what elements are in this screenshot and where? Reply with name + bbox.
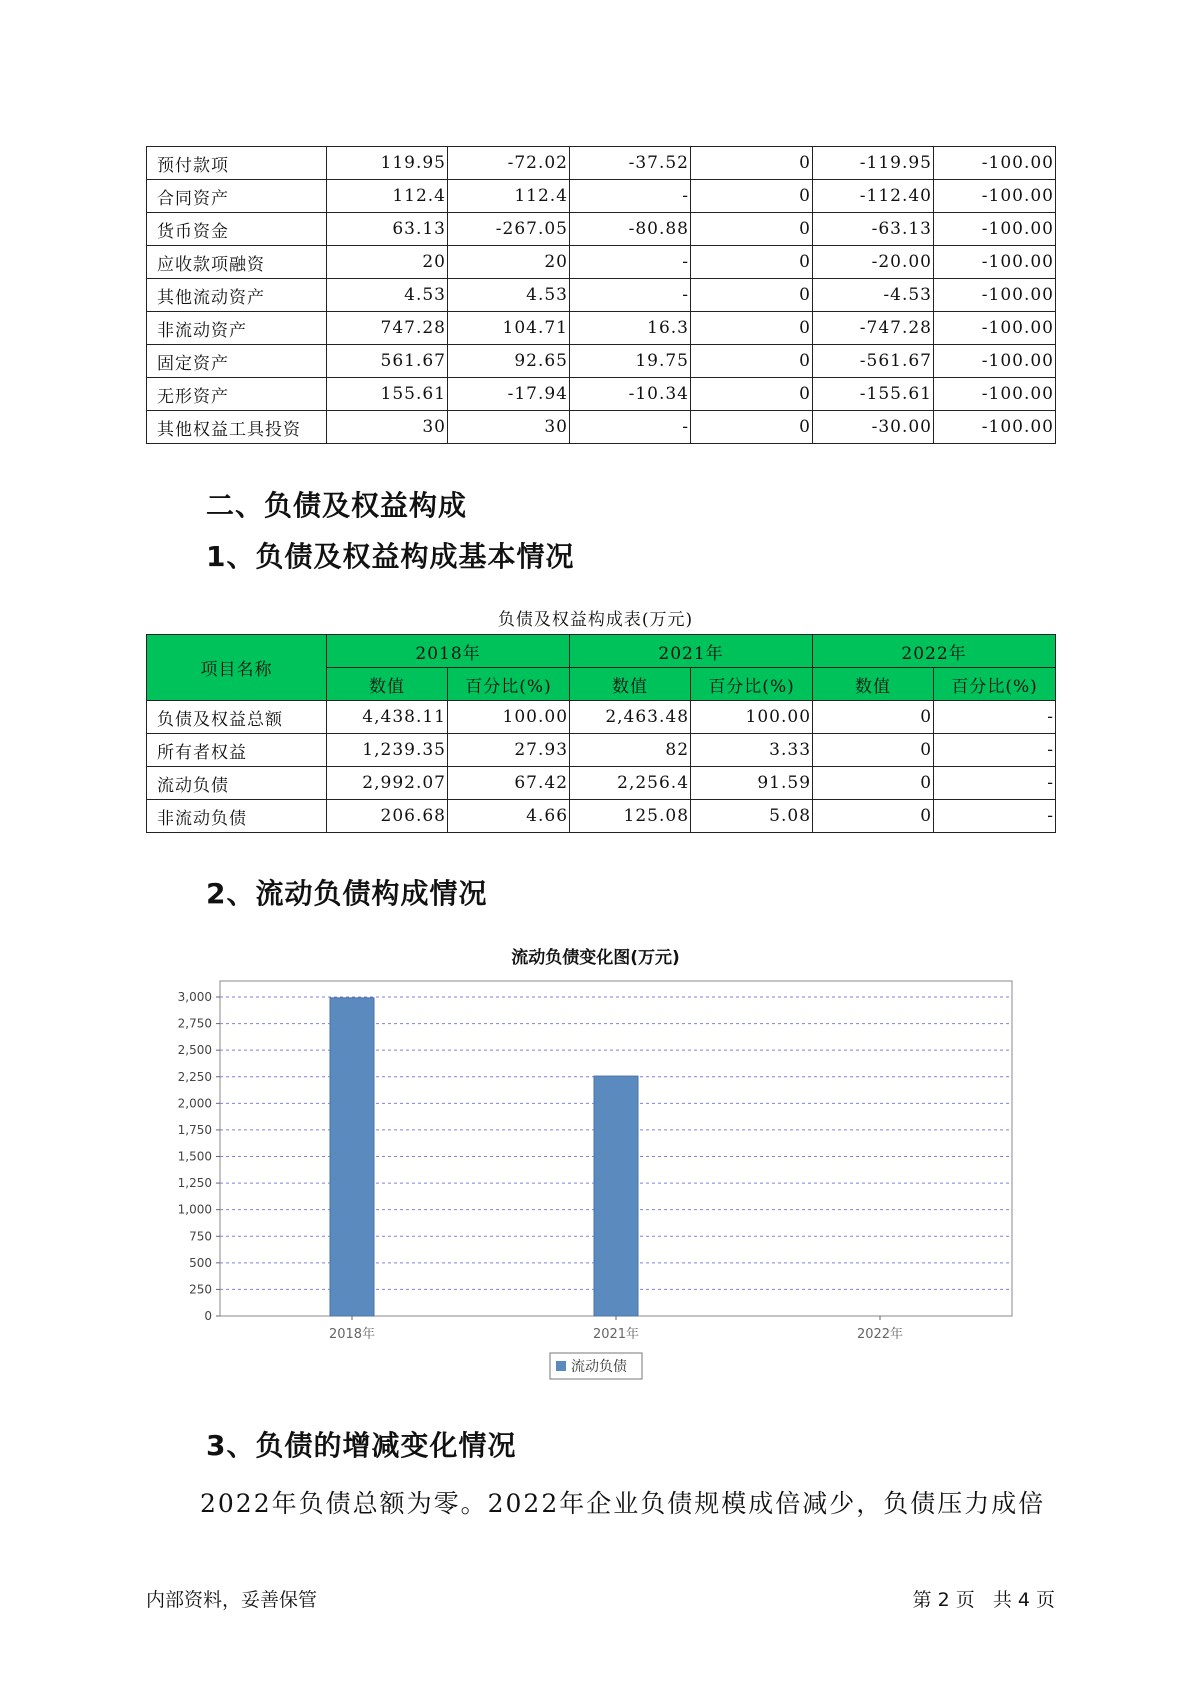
cell-value: 30 [327, 411, 448, 444]
cell-value: 4.53 [327, 279, 448, 312]
cell-value: -37.52 [570, 147, 691, 180]
cell-value: 91.59 [691, 767, 813, 800]
y-tick-label: 2,750 [177, 1016, 212, 1031]
y-tick-label: 0 [204, 1309, 212, 1323]
legend-swatch [556, 1361, 566, 1371]
cell-value: -100.00 [934, 279, 1056, 312]
table-row [147, 279, 1056, 312]
cell-value: 0 [691, 147, 813, 180]
y-tick-label: 750 [189, 1229, 212, 1244]
row-label: 其他流动资产 [147, 279, 327, 312]
cell-value: 19.75 [570, 345, 691, 378]
cell-value: 747.28 [327, 312, 448, 345]
cell-value: -155.61 [813, 378, 934, 411]
cell-value: 100.00 [691, 701, 813, 734]
cell-value: 206.68 [327, 800, 448, 833]
section-heading-liabilities-equity: 二、负债及权益构成 [206, 489, 468, 522]
year-header-2018: 2018年 [327, 635, 570, 668]
cell-value: 67.42 [448, 767, 570, 800]
cell-value: 0 [691, 411, 813, 444]
asset-change-table [146, 146, 1056, 444]
cell-value: 20 [448, 246, 570, 279]
table-row [147, 411, 1056, 444]
cell-value: -100.00 [934, 147, 1056, 180]
cell-value: -119.95 [813, 147, 934, 180]
cell-value: 63.13 [327, 213, 448, 246]
y-tick-label: 3,000 [177, 990, 212, 1004]
cell-value: 27.93 [448, 734, 570, 767]
cell-value: 125.08 [570, 800, 691, 833]
value-header: 数值 [570, 668, 691, 701]
cell-value: 4,438.11 [327, 701, 448, 734]
cell-value: 2,463.48 [570, 701, 691, 734]
percent-header: 百分比(%) [691, 668, 813, 701]
cell-value: 4.53 [448, 279, 570, 312]
y-tick-label: 250 [189, 1282, 212, 1297]
y-tick-label: 1,750 [177, 1122, 212, 1137]
item-name-header: 项目名称 [147, 635, 327, 701]
y-tick-label: 2,000 [177, 1096, 212, 1111]
table-row [147, 345, 1056, 378]
cell-value: 0 [813, 701, 934, 734]
cell-value: 3.33 [691, 734, 813, 767]
row-label: 无形资产 [147, 378, 327, 411]
row-label: 流动负债 [147, 767, 327, 800]
cell-value: 119.95 [327, 147, 448, 180]
row-label: 应收款项融资 [147, 246, 327, 279]
table-row [147, 213, 1056, 246]
cell-value: 0 [691, 213, 813, 246]
y-tick-label: 1,250 [177, 1176, 212, 1191]
cell-value: 2,256.4 [570, 767, 691, 800]
cell-value: - [570, 180, 691, 213]
row-label: 非流动负债 [147, 800, 327, 833]
cell-value: -20.00 [813, 246, 934, 279]
percent-header: 百分比(%) [934, 668, 1056, 701]
y-tick-label: 1,000 [177, 1202, 212, 1217]
cell-value: 0 [813, 800, 934, 833]
cell-value: -80.88 [570, 213, 691, 246]
equity-table-caption: 负债及权益构成表(万元) [497, 610, 694, 630]
row-label: 合同资产 [147, 180, 327, 213]
cell-value: 16.3 [570, 312, 691, 345]
cell-value: -10.34 [570, 378, 691, 411]
body-paragraph: 2022年负债总额为零。2022年企业负债规模成倍减少，负债压力成倍 [200, 1489, 1046, 1518]
cell-value: 30 [448, 411, 570, 444]
current-liabilities-bar-chart [0, 960, 1191, 1400]
row-label: 其他权益工具投资 [147, 411, 327, 444]
x-tick-label: 2022年 [856, 1327, 904, 1342]
cell-value: 1,239.35 [327, 734, 448, 767]
y-tick-label: 500 [189, 1255, 212, 1270]
cell-value: - [934, 800, 1056, 833]
cell-value: 4.66 [448, 800, 570, 833]
table-row [147, 246, 1056, 279]
cell-value: -100.00 [934, 411, 1056, 444]
cell-value: 5.08 [691, 800, 813, 833]
cell-value: 82 [570, 734, 691, 767]
legend-label: 流动负债 [571, 1359, 627, 1375]
cell-value: 112.4 [327, 180, 448, 213]
cell-value: -17.94 [448, 378, 570, 411]
table-row [147, 734, 1056, 767]
cell-value: - [570, 279, 691, 312]
cell-value: 0 [813, 734, 934, 767]
table-row [147, 767, 1056, 800]
cell-value: - [934, 701, 1056, 734]
row-label: 负债及权益总额 [147, 701, 327, 734]
cell-value: -561.67 [813, 345, 934, 378]
year-header-2021: 2021年 [570, 635, 813, 668]
cell-value: -747.28 [813, 312, 934, 345]
cell-value: -100.00 [934, 378, 1056, 411]
cell-value: 0 [691, 312, 813, 345]
cell-value: -100.00 [934, 312, 1056, 345]
cell-value: 155.61 [327, 378, 448, 411]
cell-value: -100.00 [934, 213, 1056, 246]
cell-value: -100.00 [934, 345, 1056, 378]
cell-value: -4.53 [813, 279, 934, 312]
cell-value: 0 [691, 246, 813, 279]
cell-value: -267.05 [448, 213, 570, 246]
x-tick-label: 2018年 [328, 1327, 376, 1342]
cell-value: - [570, 411, 691, 444]
row-label: 预付款项 [147, 147, 327, 180]
cell-value: 20 [327, 246, 448, 279]
y-tick-label: 2,250 [177, 1069, 212, 1084]
bar-2021年 [594, 1076, 638, 1316]
cell-value: 100.00 [448, 701, 570, 734]
table-row [147, 800, 1056, 833]
cell-value: 2,992.07 [327, 767, 448, 800]
percent-header: 百分比(%) [448, 668, 570, 701]
cell-value: 561.67 [327, 345, 448, 378]
cell-value: 0 [813, 767, 934, 800]
row-label: 非流动资产 [147, 312, 327, 345]
cell-value: -100.00 [934, 180, 1056, 213]
cell-value: 0 [691, 180, 813, 213]
row-label: 所有者权益 [147, 734, 327, 767]
row-label: 货币资金 [147, 213, 327, 246]
table-row [147, 701, 1056, 734]
cell-value: 92.65 [448, 345, 570, 378]
heading-basic-composition: 1、负债及权益构成基本情况 [206, 540, 575, 573]
cell-value: -112.40 [813, 180, 934, 213]
heading-liability-change: 3、负债的增减变化情况 [206, 1429, 517, 1462]
x-tick-label: 2021年 [592, 1327, 640, 1342]
table-row [147, 312, 1056, 345]
cell-value: 0 [691, 345, 813, 378]
cell-value: -63.13 [813, 213, 934, 246]
chart-title: 流动负债变化图(万元) [511, 948, 680, 968]
year-header-2022: 2022年 [813, 635, 1056, 668]
value-header: 数值 [813, 668, 934, 701]
cell-value: -100.00 [934, 246, 1056, 279]
footer-page-number: 第 2 页 共 4 页 [912, 1589, 1055, 1611]
cell-value: - [570, 246, 691, 279]
cell-value: - [934, 734, 1056, 767]
y-tick-label: 2,500 [177, 1043, 212, 1058]
bar-2018年 [330, 998, 374, 1316]
y-tick-label: 1,500 [177, 1149, 212, 1164]
row-label: 固定资产 [147, 345, 327, 378]
cell-value: 104.71 [448, 312, 570, 345]
table-row [147, 147, 1056, 180]
cell-value: -72.02 [448, 147, 570, 180]
equity-composition-table [146, 634, 1056, 833]
cell-value: -30.00 [813, 411, 934, 444]
cell-value: 0 [691, 279, 813, 312]
cell-value: - [934, 767, 1056, 800]
cell-value: 112.4 [448, 180, 570, 213]
table-row [147, 378, 1056, 411]
footer-confidential: 内部资料，妥善保管 [146, 1589, 318, 1611]
value-header: 数值 [327, 668, 448, 701]
table-row [147, 180, 1056, 213]
cell-value: 0 [691, 378, 813, 411]
heading-current-liabilities: 2、流动负债构成情况 [206, 877, 488, 910]
